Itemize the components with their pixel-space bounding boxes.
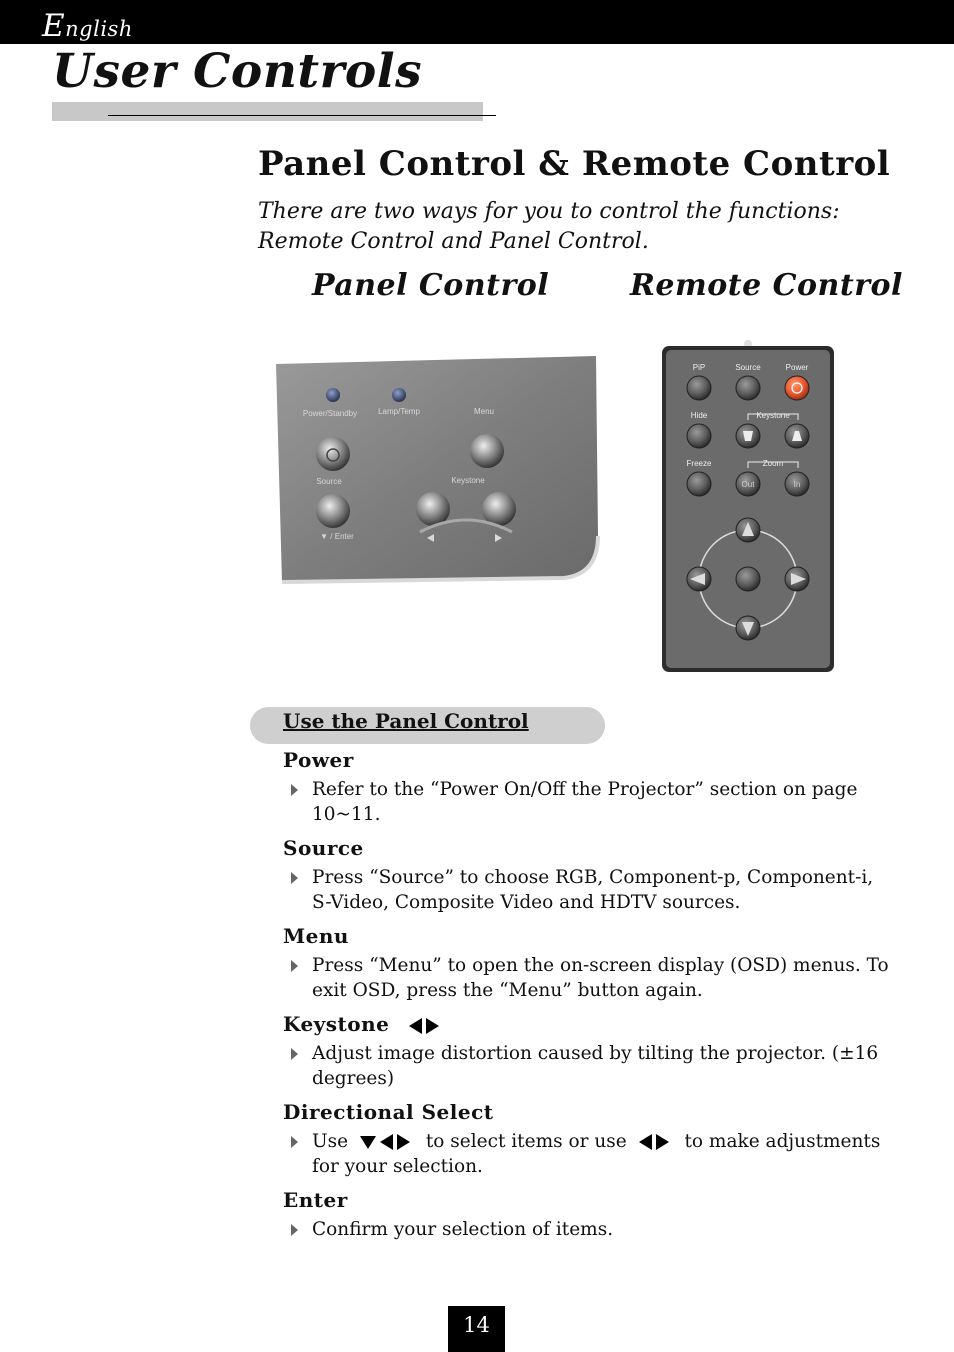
lamp-led-icon: [392, 388, 406, 402]
panel-source-button: [316, 494, 350, 528]
remote-source-button: [736, 376, 760, 400]
remote-label-zoom: Zoom: [762, 459, 784, 468]
title-rule: [108, 115, 496, 116]
item-title-keystone: Keystone: [283, 1008, 893, 1041]
panel-control-list: [283, 744, 893, 1247]
panel-menu-button: [470, 434, 504, 468]
language-label: English: [42, 8, 133, 44]
panel-label-enter: ▼ / Enter: [320, 532, 354, 541]
title-underline-bar: [52, 102, 483, 121]
triangle-down-icon: [360, 1136, 376, 1149]
item-title-power: Power: [283, 748, 354, 772]
remote-freeze-button: [687, 472, 711, 496]
subsection-heading: Use the Panel Control: [283, 709, 529, 733]
panel-label-lamp: Lamp/Temp: [378, 407, 420, 416]
bullet-triangle-icon: [291, 1224, 298, 1236]
bullet-triangle-icon: [291, 872, 298, 884]
panel-control-image: [272, 356, 608, 586]
panel-power-button: [316, 437, 350, 471]
remote-label-keystone: Keystone: [756, 411, 790, 420]
triangle-right-icon: [397, 1134, 410, 1150]
remote-label-freeze: Freeze: [686, 459, 712, 468]
remote-power-button: [785, 376, 809, 400]
remote-control-image: [656, 336, 840, 676]
triangle-left-icon: [409, 1018, 422, 1034]
section-title: Panel Control & Remote Control: [258, 144, 891, 184]
triangle-left-icon: [639, 1134, 652, 1150]
bullet-triangle-icon: [291, 1048, 298, 1060]
item-text-menu: Press “Menu” to open the on-screen display (OSD) menus. To exit OSD, press the “Menu” button again.: [283, 953, 893, 1003]
item-title-source: Source: [283, 836, 364, 860]
bullet-triangle-icon: [291, 960, 298, 972]
remote-hide-button: [687, 424, 711, 448]
item-title-directional: Directional Select: [283, 1100, 494, 1124]
remote-control-heading: Remote Control: [630, 268, 903, 303]
remote-label-in: In: [793, 480, 801, 489]
remote-label-hide: Hide: [690, 411, 708, 420]
header-bar: [0, 0, 954, 44]
item-title-enter: Enter: [283, 1188, 348, 1212]
remote-label-power: Power: [785, 363, 809, 372]
panel-label-menu: Menu: [473, 407, 495, 416]
item-text-directional: Use to select items or use to make adjustments for your selection.: [283, 1129, 893, 1179]
panel-label-keystone: Keystone: [451, 476, 485, 485]
remote-label-pip: PiP: [692, 363, 706, 372]
item-title-menu: Menu: [283, 924, 349, 948]
panel-label-source: Source: [316, 477, 342, 486]
item-text-enter: Confirm your selection of items.: [283, 1217, 893, 1242]
remote-pip-button: [687, 376, 711, 400]
page-number: 14: [448, 1306, 505, 1352]
item-text-source: Press “Source” to choose RGB, Component-p, Component-i, S-Video, Composite Video and HDTV sources.: [283, 865, 893, 915]
triangle-right-icon: [426, 1018, 439, 1034]
remote-menu-button: [736, 567, 760, 591]
page-title: User Controls: [52, 44, 423, 99]
intro-text: There are two ways for you to control the functions: Remote Control and Panel Control.: [258, 199, 840, 254]
item-text-power: Refer to the “Power On/Off the Projector” section on page 10~11.: [283, 777, 893, 827]
bullet-triangle-icon: [291, 784, 298, 796]
remote-label-out: Out: [741, 480, 755, 489]
panel-control-heading: Panel Control: [312, 268, 550, 303]
remote-label-source: Source: [735, 363, 761, 372]
triangle-left-icon: [380, 1134, 393, 1150]
panel-keystone-right-button: [482, 492, 516, 526]
power-led-icon: [326, 388, 340, 402]
panel-label-power: Power/Standby: [302, 409, 358, 418]
bullet-triangle-icon: [291, 1136, 298, 1148]
panel-keystone-left-button: [416, 492, 450, 526]
triangle-right-icon: [656, 1134, 669, 1150]
item-text-keystone: Adjust image distortion caused by tilting the projector. (±16 degrees): [283, 1041, 893, 1091]
